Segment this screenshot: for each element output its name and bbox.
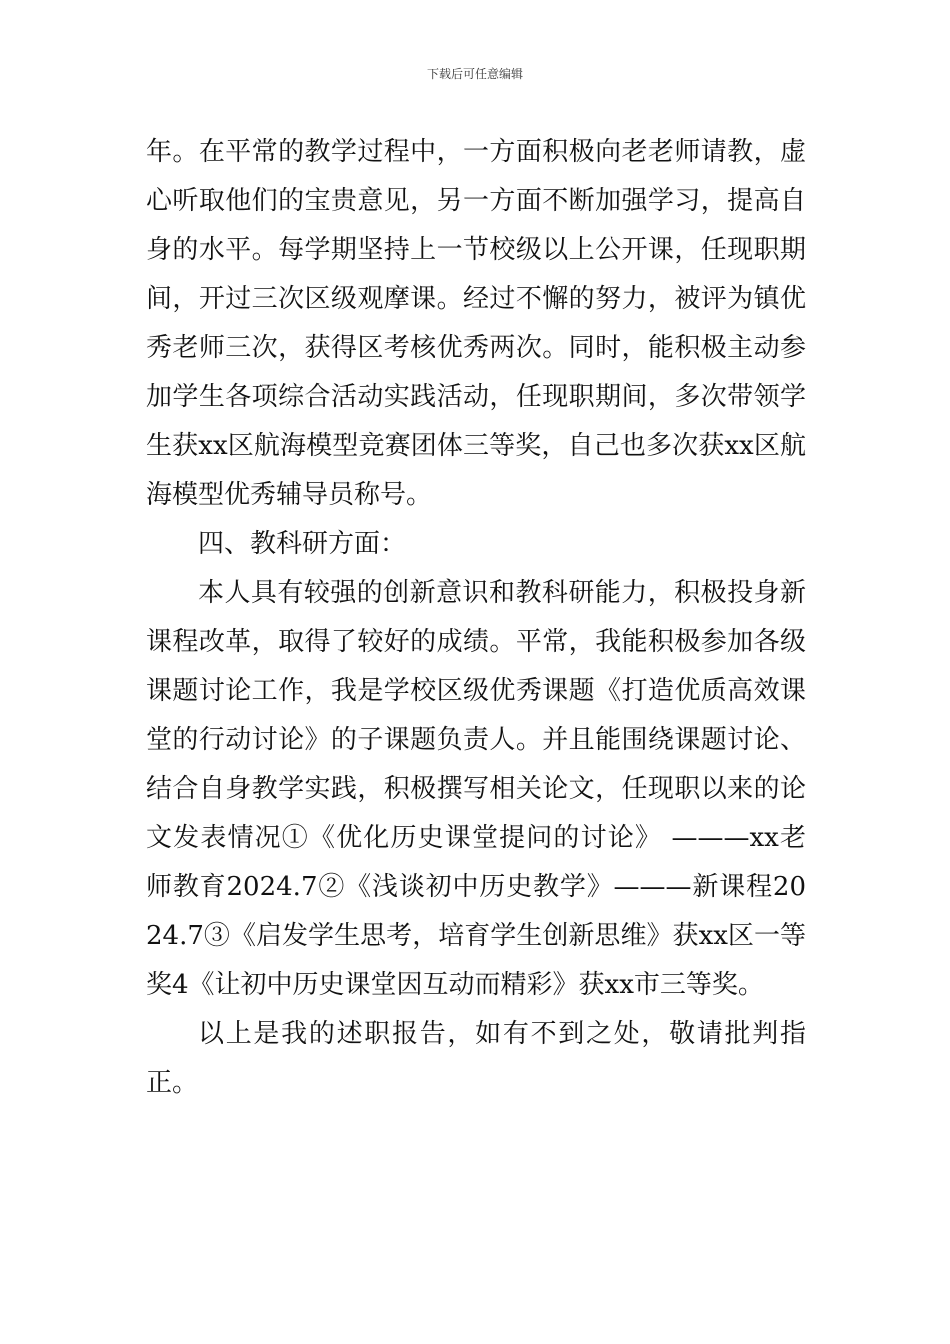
paragraph-research: 本人具有较强的创新意识和教科研能力，积极投身新课程改革，取得了较好的成绩。平常，我能积极参加各级课题讨论工作，我是学校区级优秀课题《打造优质高效课堂的行动讨论》的子课题负责人。并且能围绕课题讨论、结合自身教学实践，积极撰写相关论文，任现职以来的论文发表情况①《优化历史课堂提问的讨论》 ———xx老师教育2024.7②《浅谈初中历史教学》———新课程2024.7③《启发学生思考，培育学生创新思维》获xx区一等奖4《让初中历史课堂因互动而精彩》获xx市三等奖。 xyxy=(146,578,806,1000)
document-body xyxy=(146,128,806,1108)
section-heading-research: 四、教科研方面： xyxy=(198,529,407,559)
page-header: 下载后可任意编辑 xyxy=(426,67,523,81)
paragraph-continuation: 年。在平常的教学过程中，一方面积极向老老师请教，虚心听取他们的宝贵意见，另一方面不断加强学习，提高自身的水平。每学期坚持上一节校级以上公开课，任现职期间，开过三次区级观摩课。经过不懈的努力，被评为镇优秀老师三次，获得区考核优秀两次。同时，能积极主动参加学生各项综合活动实践活动，任现职期间，多次带领学生获xx区航海模型竞赛团体三等奖，自己也多次获xx区航海模型优秀辅导员称号。 xyxy=(146,137,806,510)
paragraph-closing: 以上是我的述职报告，如有不到之处，敬请批判指正。 xyxy=(146,1019,806,1098)
